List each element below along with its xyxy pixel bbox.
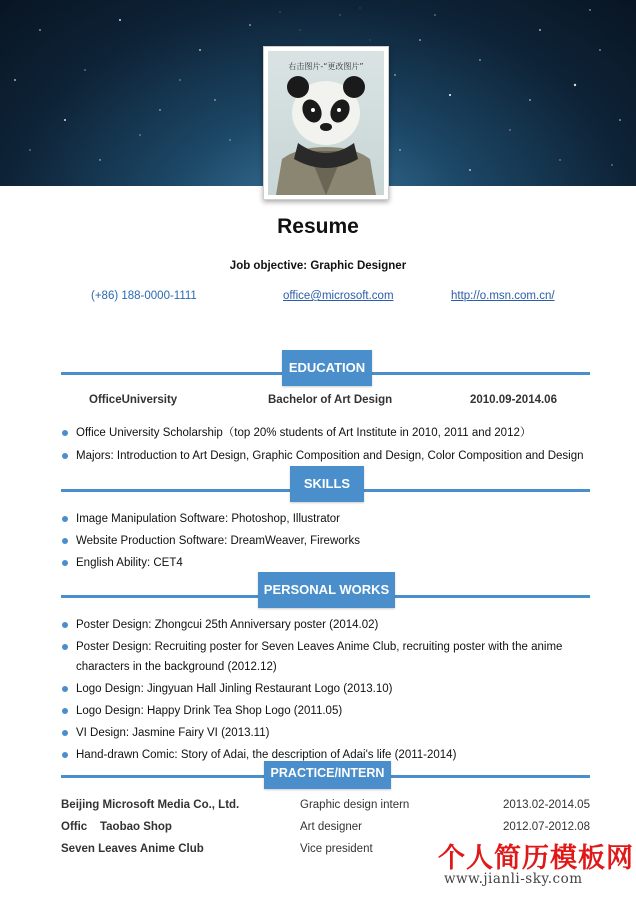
bullet-dot-icon: [62, 730, 68, 736]
education-period: 2010.09-2014.06: [470, 394, 557, 406]
list-item: Logo Design: Jingyuan Hall Jinling Restaurant Logo (2013.10): [62, 679, 602, 699]
list-item: Logo Design: Happy Drink Tea Shop Logo (2011.05): [62, 701, 602, 721]
intern-role: Graphic design intern: [300, 799, 410, 811]
bullet-dot-icon: [62, 538, 68, 544]
list-item: Hand-drawn Comic: Story of Adai, the description of Adai's life (2011-2014): [62, 745, 602, 765]
bullet-dot-icon: [62, 622, 68, 628]
works-heading: PERSONAL WORKS: [258, 572, 395, 608]
intern-heading: PRACTICE/INTERN: [264, 761, 391, 789]
list-item: English Ability: CET4: [62, 553, 602, 573]
list-item: Poster Design: Recruiting poster for Seven Leaves Anime Club, recruiting poster with the anime: [62, 637, 602, 657]
education-heading: EDUCATION: [282, 350, 372, 386]
list-item: Website Production Software: DreamWeaver, Fireworks: [62, 531, 602, 551]
bullet-dot-icon: [62, 644, 68, 650]
profile-photo[interactable]: [268, 51, 384, 195]
intern-role: Art designer: [300, 821, 363, 833]
intern-period: 2013.02-2014.05: [503, 799, 590, 811]
intern-period: 2012.07-2012.08: [503, 821, 590, 833]
list-item-continuation: characters in the background (2012.12): [76, 661, 277, 673]
skills-heading: SKILLS: [290, 466, 364, 502]
bullet-dot-icon: [62, 686, 68, 692]
education-school: OfficeUniversity: [89, 394, 178, 406]
list-item: Image Manipulation Software: Photoshop, Illustrator: [62, 509, 602, 529]
intern-role: Vice president: [300, 843, 373, 855]
change-photo-hint: 右击图片-“更改图片”: [288, 62, 364, 71]
education-degree: Bachelor of Art Design: [268, 394, 393, 406]
bullet-dot-icon: [62, 708, 68, 714]
list-item: Office University Scholarship（top 20% students of Art Institute in 2010, 2011 and 2012）: [62, 423, 602, 443]
bullet-dot-icon: [62, 516, 68, 522]
list-item: VI Design: Jasmine Fairy VI (2013.11): [62, 723, 602, 743]
job-objective: Job objective: Graphic Designer: [229, 260, 407, 272]
watermark-url: www.jianli-sky.com: [444, 871, 583, 887]
list-item: Majors: Introduction to Art Design, Graphic Composition and Design, Color Composition and Design: [62, 446, 602, 466]
list-item: Poster Design: Zhongcui 25th Anniversary poster (2014.02): [62, 615, 602, 635]
bullet-dot-icon: [62, 430, 68, 436]
phone-number: (+86) 188-0000-1111: [91, 290, 197, 302]
bullet-dot-icon: [62, 453, 68, 459]
website-link[interactable]: http://o.msn.com.cn/: [451, 290, 555, 302]
bullet-dot-icon: [62, 752, 68, 758]
page-title: Resume: [277, 215, 359, 238]
profile-photo-frame[interactable]: [263, 46, 389, 200]
intern-org: Seven Leaves Anime Club: [61, 843, 204, 855]
bullet-dot-icon: [62, 560, 68, 566]
intern-org: Beijing Microsoft Media Co., Ltd.: [61, 799, 240, 811]
panda-portrait-icon: [268, 51, 384, 195]
site-watermark: [434, 836, 634, 896]
intern-org: Offic Taobao Shop: [61, 821, 172, 833]
watermark-text: 个人简历模板网: [438, 843, 634, 874]
email-link[interactable]: office@microsoft.com: [283, 290, 394, 302]
